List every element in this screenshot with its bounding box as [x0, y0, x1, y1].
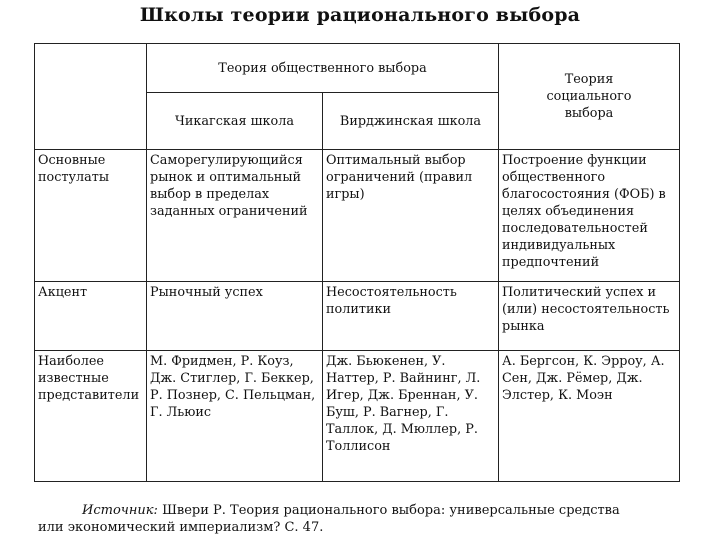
- virginia-school-header: Вирджинская школа: [323, 93, 499, 150]
- cell-virginia-representatives: Дж. Бьюкенен, У. Наттер, Р. Вайнинг, Л. Игер, Дж. Бреннан, У. Буш, Р. Вагнер, Г. Таллок, Д. Мюллер, Р. Толлисон: [323, 351, 499, 482]
- source-label: Источник:: [82, 503, 158, 518]
- row-label-postulates: Основные постулаты: [35, 150, 147, 282]
- table-row: [35, 282, 680, 351]
- table-header-row-1: [35, 44, 680, 93]
- page-title: Школы теории рационального выбора: [139, 4, 581, 26]
- cell-virginia-postulates: Оптимальный выбор ограничений (правил игры): [323, 150, 499, 282]
- cell-chicago-postulates: Саморегулирующийся рынок и оптимальный выбор в пределах заданных ограничений: [147, 150, 323, 282]
- source-note: [38, 502, 688, 536]
- cell-social-postulates: Построение функции общественного благосостояния (ФОБ) в целях объединения последовательностей индивидуальных предпочтений: [499, 150, 680, 282]
- social-choice-header-text: Теория социального выбора: [546, 72, 632, 121]
- cell-social-accent: Политический успех и (или) несостоятельность рынка: [499, 282, 680, 351]
- cell-chicago-accent: Рыночный успех: [147, 282, 323, 351]
- row-label-accent: Акцент: [35, 282, 147, 351]
- empty-corner-cell: [35, 44, 147, 150]
- chicago-school-header: Чикагская школа: [147, 93, 323, 150]
- row-label-representatives: Наиболее известные представители: [35, 351, 147, 482]
- table-row: [35, 351, 680, 482]
- social-choice-header: [499, 44, 680, 150]
- cell-virginia-accent: Несостоятельность политики: [323, 282, 499, 351]
- source-text-2: или экономический империализм? С. 47.: [38, 520, 324, 535]
- cell-social-representatives: А. Бергсон, К. Эрроу, А. Сен, Дж. Рёмер, Дж. Элстер, К. Моэн: [499, 351, 680, 482]
- source-line-1: [38, 502, 688, 519]
- cell-chicago-representatives: М. Фридмен, Р. Коуз, Дж. Стиглер, Г. Беккер, Р. Познер, С. Пельцман, Г. Льюис: [147, 351, 323, 482]
- table-row: [35, 150, 680, 282]
- source-text-1: Швери Р. Теория рационального выбора: универсальные средства: [157, 503, 620, 518]
- public-choice-header: Теория общественного выбора: [147, 44, 499, 93]
- schools-table: [34, 43, 680, 482]
